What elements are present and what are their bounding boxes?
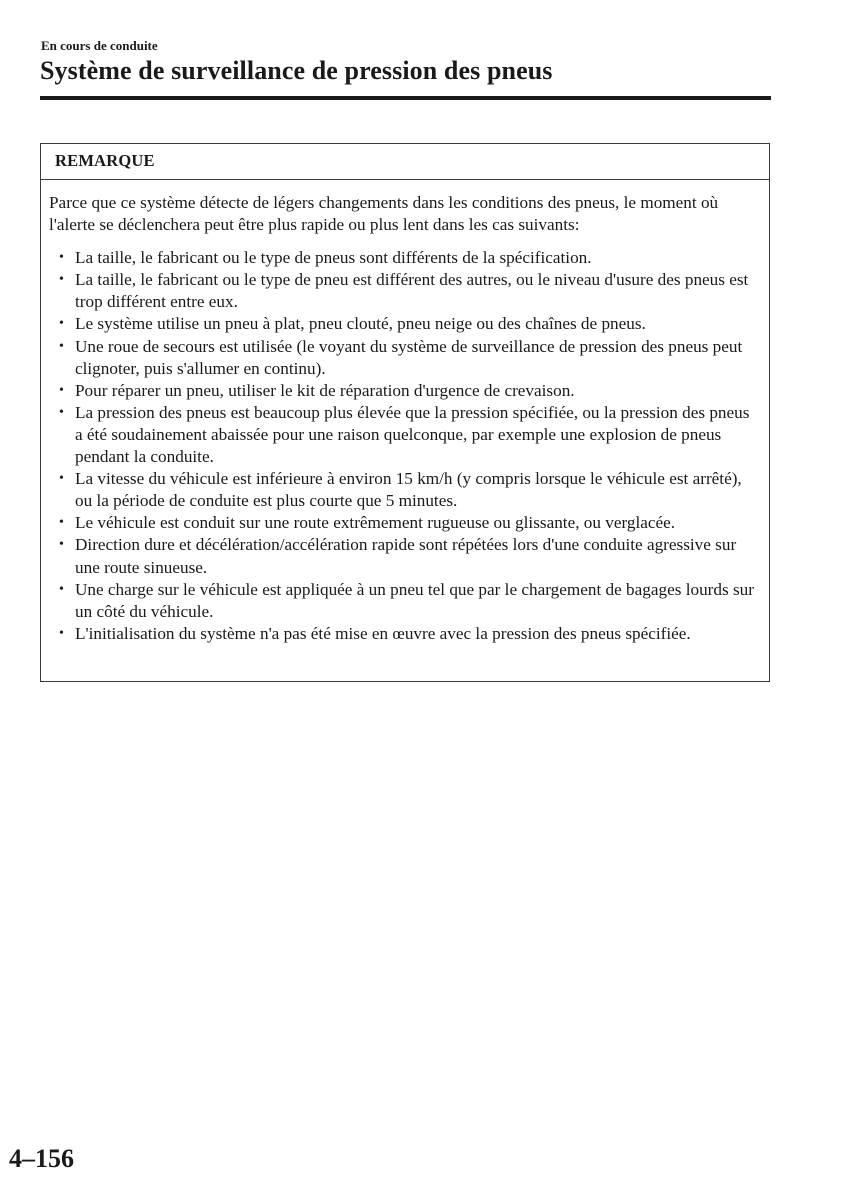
list-item: • La pression des pneus est beaucoup plus élevée que la pression spécifiée, ou la pression des pneus a été soudainement abaissée pour une raison quelconque, par exemple une explosion de pneus pendant la conduite. (49, 402, 761, 468)
list-item: • Le système utilise un pneu à plat, pneu clouté, pneu neige ou des chaînes de pneus. (49, 313, 761, 335)
note-box (40, 143, 770, 682)
section-label: En cours de conduite (41, 38, 158, 53)
page-title: Système de surveillance de pression des pneus (40, 56, 553, 85)
list-item: • La taille, le fabricant ou le type de pneu est différent des autres, ou le niveau d'usure des pneus est trop différent entre eux. (49, 269, 761, 313)
page-number: 4–156 (9, 1144, 74, 1173)
list-item: • L'initialisation du système n'a pas été mise en œuvre avec la pression des pneus spécifiée. (49, 623, 761, 645)
list-item: • Pour réparer un pneu, utiliser le kit de réparation d'urgence de crevaison. (49, 380, 761, 402)
list-item: • La vitesse du véhicule est inférieure à environ 15 km/h (y compris lorsque le véhicule est arrêté), ou la période de conduite est plus courte que 5 minutes. (49, 468, 761, 512)
list-item: • Le véhicule est conduit sur une route extrêmement rugueuse ou glissante, ou verglacée. (49, 512, 761, 534)
note-header: REMARQUE (41, 144, 769, 180)
title-rule (40, 96, 771, 100)
note-intro: Parce que ce système détecte de légers changements dans les conditions des pneus, le moment où l'alerte se déclenchera peut être plus rapide ou plus lent dans les cas suivants: (49, 193, 719, 235)
list-item: • Une roue de secours est utilisée (le voyant du système de surveillance de pression des pneus peut clignoter, puis s'allumer en continu). (49, 336, 761, 380)
note-list (49, 247, 761, 645)
list-item: • La taille, le fabricant ou le type de pneus sont différents de la spécification. (49, 247, 761, 269)
list-item: • Une charge sur le véhicule est appliquée à un pneu tel que par le chargement de bagages lourds sur un côté du véhicule. (49, 579, 761, 623)
list-item: • Direction dure et décélération/accélération rapide sont répétées lors d'une conduite agressive sur une route sinueuse. (49, 534, 761, 578)
note-body (41, 180, 769, 645)
